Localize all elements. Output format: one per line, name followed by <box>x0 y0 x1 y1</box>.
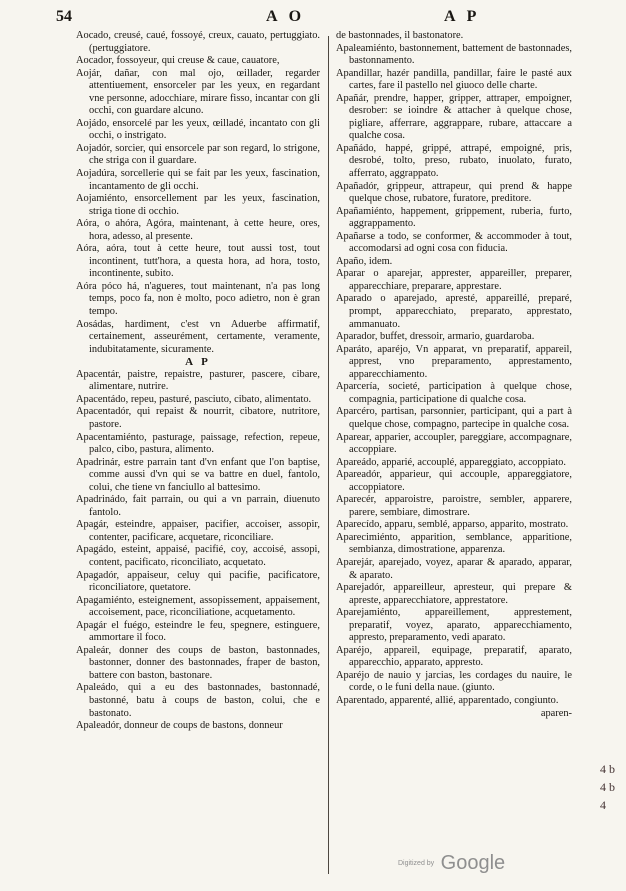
dictionary-entry: Apareadór, apparieur, qui accouple, appareggiatore, accoppiatore. <box>336 469 572 493</box>
dictionary-entry: Aparejár, aparejado, voyez, aparar & aparado, apparar, & aparato. <box>336 556 572 581</box>
dictionary-entry: Aojamiénto, ensorcellement par les yeux, fascination, striga tione di occhio. <box>76 193 320 217</box>
section-heading: A P <box>185 356 211 369</box>
catchword: aparen- <box>540 707 572 719</box>
dictionary-entry: Apaleadór, donneur de coups de bastons, donneur <box>76 720 283 732</box>
dictionary-entry: Aparecimiénto, apparition, semblance, apparitione, sembianza, dimostratione, apparenza. <box>336 531 572 556</box>
dictionary-entry: de bastonnades, il bastonatore. <box>336 30 464 41</box>
margin-annotations: 4 b 4 b 4 <box>600 762 615 812</box>
dictionary-entry: Aparear, apparier, accoupler, pareggiare, accompagnare, accoppiare. <box>336 431 572 456</box>
dictionary-entry: Aocado, creusé, caué, fossoyé, creux, cauato, pertuggiato. (pertuggiatore. <box>76 30 320 54</box>
dictionary-entry: Apañamiénto, happement, grippement, ruberia, furto, aggrappamento. <box>336 205 572 230</box>
dictionary-entry: Aparcería, societé, participation à quelque chose, compagnia, participatione di qualche cosa. <box>336 381 572 405</box>
left-column <box>76 30 320 733</box>
dictionary-entry: Apaleár, donner des coups de baston, bastonnades, bastonner, donner des bastonnades, fraper de baston, battere con baston, bastonare. <box>76 644 320 681</box>
page-number: 54 <box>56 8 72 25</box>
dictionary-entry: Aóra, o ahóra, Agóra, maintenant, à cette heure, ores, hora, adesso, al presente. <box>76 218 320 242</box>
right-column <box>336 30 572 720</box>
dictionary-entry: Aojár, dañar, con mal ojo, œillader, regarder attentiuement, ensorceler par les yeux, en regardant vne personne, adocchiare, mirare fisso, incantar con gli occhi, con guardare alcuno. <box>76 67 320 117</box>
dictionary-entry: Apacentádo, repeu, pasturé, pasciuto, cibato, alimentato. <box>76 393 312 405</box>
watermark-logo: Google <box>440 852 506 874</box>
page-header <box>56 8 566 26</box>
dictionary-entry: Aparentado, apparenté, allié, apparentado, congiunto. <box>336 694 559 706</box>
dictionary-entry: Apacentár, paistre, repaistre, pasturer, pascere, cibare, alimentare, nutrire. <box>76 368 320 393</box>
dictionary-entry: Apadrinár, estre parrain tant d'vn enfant que l'on baptise, comme aussi d'vn qui se va battre en duel, fantolo, colui, che tiene vn fanciullo al battesimo. <box>76 456 320 493</box>
dictionary-entry: Aocador, fossoyeur, qui creuse & caue, cauatore, <box>76 55 280 67</box>
dictionary-entry: Aóra póco há, n'agueres, tout maintenant, n'a pas long temps, poco fa, non è molto, poco adietro, non è gran tempo. <box>76 280 320 318</box>
dictionary-entry: Apañadór, grippeur, attrapeur, qui prend & happe quelque chose, rubatore, furatore, preditore. <box>336 180 572 205</box>
dictionary-entry: Apagádo, esteint, appaisé, pacifié, coy, accoisé, assopi, content, pacificato, riconciliato, acquetato. <box>76 544 320 568</box>
left-running-head: A O <box>266 8 306 25</box>
dictionary-entry: Aparecér, apparoistre, paroistre, sembler, apparere, parere, sembiare, dimostrare. <box>336 494 572 518</box>
dictionary-entry: Aparáto, aparéjo, Vn apparat, vn preparatif, appareil, apprest, vno preparamento, apprestamento, apparecchiamento. <box>336 343 572 380</box>
dictionary-entry: Aosádas, hardiment, c'est vn Aduerbe affirmatif, certainement, asseurément, certamente, veramente, indubitatamente, sicuramente. <box>76 318 320 355</box>
dictionary-entry: Aparecído, apparu, semblé, apparso, apparito, mostrato. <box>336 519 569 531</box>
column-divider <box>328 36 329 874</box>
dictionary-entry: Apaleamiénto, bastonnement, battement de bastonnades, bastonnamento. <box>336 42 572 67</box>
dictionary-entry: Apaleádo, qui a eu des bastonnades, bastonnadé, bastonné, batu à coups de baston, colui, che e bastonato. <box>76 682 320 719</box>
dictionary-entry: Apaño, idem. <box>336 255 393 267</box>
dictionary-entry: Apagár el fuégo, esteindre le feu, spegnere, estinguere, ammortare il foco. <box>76 619 320 644</box>
digitized-watermark <box>398 852 505 875</box>
dictionary-entry: Apandillar, hazér pandilla, pandillar, faire le pasté aux cartes, fare il pastello nel giuoco delle charte. <box>336 67 572 92</box>
dictionary-entry: Aparejamiénto, appareillement, apprestement, preparatif, voyez, aparato, apparecchiamento, appresto, preparamento, vedi aparato. <box>336 607 572 644</box>
dictionary-entry: Apagár, esteindre, appaiser, pacifier, accoiser, assopir, contenter, pacificare, acquetare, riconciliare. <box>76 519 320 543</box>
dictionary-entry: Apañádo, happé, grippé, attrapé, empoigné, pris, desrobé, tolto, preso, rubato, inuolato, furato, afferrato, aggrappato. <box>336 142 572 180</box>
dictionary-entry: Apacentadór, qui repaist & nourrit, cibatore, nutritore, pastore. <box>76 406 320 430</box>
dictionary-entry: Aóra, aóra, tout à cette heure, tout aussi tost, tout incontinent, tutt'hora, a questa hora, ad hora, tosto, incontinente, subito. <box>76 243 320 280</box>
dictionary-entry: Aparador, buffet, dressoir, armario, guardaroba. <box>336 331 535 343</box>
dictionary-entry: Aojádo, ensorcelé par les yeux, œilladé, incantato con gli occhi, o instrigato. <box>76 117 320 142</box>
dictionary-entry: Aojadúra, sorcellerie qui se fait par les yeux, fascination, incantamento de gli occhi. <box>76 168 320 192</box>
dictionary-entry: Apacentamiénto, pasturage, paissage, refection, repeue, palco, cibo, pastura, alimento. <box>76 431 320 456</box>
dictionary-entry: Aparéjo, appareil, equipage, preparatif, aparato, apparecchio, apparato, appresto. <box>336 644 572 669</box>
dictionary-entry: Aparado o aparejado, apresté, appareillé, preparé, prompt, apparecchiato, preparato, apprestato, ammanuato. <box>336 293 572 330</box>
dictionary-entry: Apañarse a todo, se conformer, & accommoder à tout, accomodarsi ad ogni cosa con fiducia. <box>336 230 572 255</box>
dictionary-entry: Apareádo, apparié, accouplé, appareggiato, accoppiato. <box>336 456 566 468</box>
dictionary-entry: Aparéjo de nauio y jarcias, les cordages du nauire, le corde, o le funi della naue. (giunto. <box>336 669 572 694</box>
right-running-head: A P <box>444 8 481 25</box>
dictionary-entry: Aparejadór, appareilleur, apresteur, qui prepare & apreste, apparecchiatore, apprestatore. <box>336 582 572 606</box>
dictionary-entry: Apagadór, appaiseur, celuy qui pacifie, pacificatore, riconciliatore, quetatore. <box>76 569 320 594</box>
dictionary-entry: Aparcéro, partisan, parsonnier, participant, qui a part à quelque chose, compagno, partecipe in qualche cosa. <box>336 406 572 430</box>
dictionary-entry: Aojadór, sorcier, qui ensorcele par son regard, lo strigone, che striga con il guardare. <box>76 142 320 167</box>
dictionary-entry: Apañár, prendre, happer, gripper, attraper, empoigner, desrober: se ioindre & attacher à quelque chose, pigliare, afferrare, aggrappare, rubare, attaccare a qualche cosa. <box>336 92 572 142</box>
dictionary-entry: Apagamiénto, esteignement, assopissement, appaisement, accoisement, pace, riconciliatione, acquetamento. <box>76 594 320 619</box>
dictionary-entry: Apadrinádo, fait parrain, ou qui a vn parrain, diuenuto fantolo. <box>76 494 320 518</box>
dictionary-entry: Aparar o aparejar, apprester, appareiller, preparer, apparecchiare, preparare, apprestare. <box>336 268 572 292</box>
watermark-small-text: Digitized by <box>398 860 435 867</box>
